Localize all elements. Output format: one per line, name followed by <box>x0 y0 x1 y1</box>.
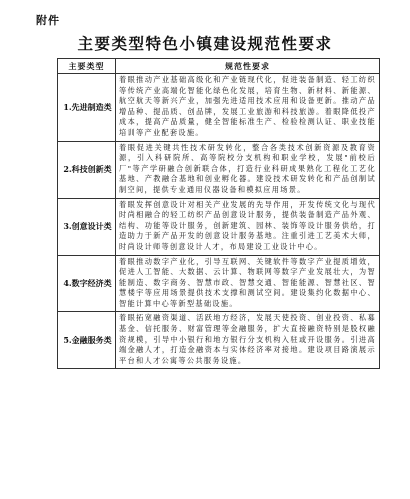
requirement-cell: 着眼发挥创意设计对相关产业发展的先导作用，开发传统文化与现代时尚相融合的轻工纺织产品创意设计服务，提供装备制造产品外观、结构、功能等设计服务，创新建筑、园林、装饰等设计服务供给，打造助力于新产品开发的创意设计服务基地。注重引进工艺美术大师，时尚设计师等创意设计人才，布局建设工业设计中心。 <box>116 198 380 255</box>
annex-label: 附件 <box>36 14 60 27</box>
table-row <box>58 312 380 369</box>
requirement-cell: 着眼推动产业基础高级化和产业链现代化，促进装备制造、轻工纺织等传统产业高端化智能化绿色化发展，培育生物、新材料、新能源、航空航天等新兴产业，加强先进适用技术应用和设备更新。推动产品增品种、提品质、创品牌，发展工业旅游和科技旅游。着眼降低投产成本，提高产品质量，健全智能标准生产、检验检测认证、职业技能培训等产业配套设施。 <box>116 74 380 142</box>
document-title: 主要类型特色小镇建设规范性要求 <box>77 34 333 53</box>
requirement-cell: 着眼推动数字产业化，引导互联网、关键软件等数字产业提质增效，促进人工智能、大数据、云计算、物联网等数字产业发展壮大，为智能制造、数字商务、智慧市政、智慧交通、智能能源、智慧社区、智慧楼宇等应用场景提供技术支撑和测试空间。建设集约化数据中心、智能计算中心等新型基础设施。 <box>116 255 380 312</box>
requirement-cell: 着眼拓宽融资渠道、活跃地方经济，发展天使投资、创业投资、私募基金、信托服务、财富管理等金融服务，扩大直接融资特别是股权融资规模，引导中小银行和地方银行分支机构入驻或开设服务。引进高端金融人才，打造金融资本与实体经济率对接地。建设项目路演展示平台和人才公寓等公共服务设施。 <box>116 312 380 369</box>
table-header-row <box>58 59 380 74</box>
type-cell: 3.创意设计类 <box>58 198 116 255</box>
type-cell: 1.先进制造类 <box>58 74 116 142</box>
table-row <box>58 141 380 198</box>
header-type: 主要类型 <box>58 59 116 74</box>
table-row <box>58 74 380 142</box>
table-row <box>58 198 380 255</box>
type-cell: 2.科技创新类 <box>58 141 116 198</box>
requirement-cell: 着眼促进关键共性技术研发转化，整合各类技术创新资源及教育资源，引入科研院所、高等院校分支机构和职业学校，发展"前校后厂"等产学研融合创新联合体，打造行业科研成果熟化工程化工艺化基地、产教融合基地和创业孵化器。建设技术研发转化和产品创制试制空间，提供专业通用仪器设备和模拟应用场景。 <box>116 141 380 198</box>
requirements-table <box>57 58 380 369</box>
header-requirement: 规范性要求 <box>116 59 380 74</box>
type-cell: 5.金融服务类 <box>58 312 116 369</box>
table-row <box>58 255 380 312</box>
type-cell: 4.数字经济类 <box>58 255 116 312</box>
